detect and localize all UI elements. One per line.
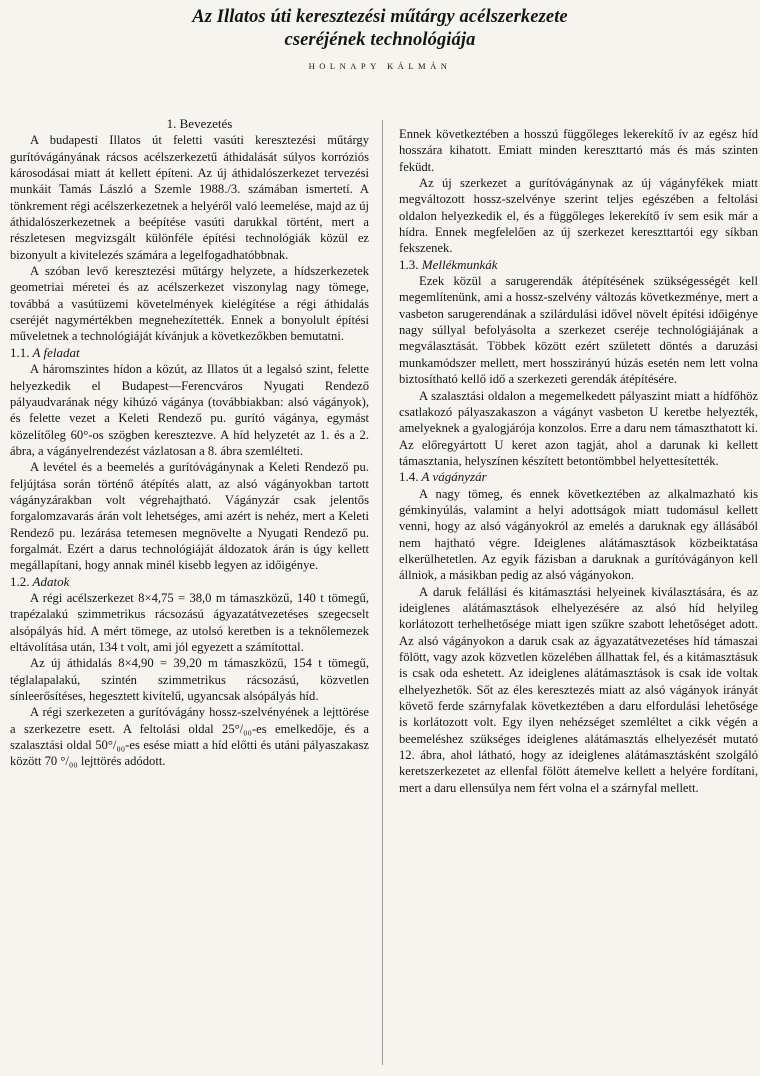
- section-heading-1-2: [10, 574, 369, 590]
- paragraph: Ennek következtében a hosszú függőleges lekerekítő ív az egész híd hosszára kihatott. Emiatt minden kereszttartó más és más szinten feküdt.: [399, 127, 758, 174]
- paragraph: A régi szerkezeten a gurítóvágány hossz-szelvényének a lejttörése a szerkezetre esett. A feltolási oldal 25°/₀₀-es emelkedője, és a szalasztási oldal 50°/₀₀-es esése miatt a híd előtti és utáni pályaszakasz között 70 °/₀₀ lejttörés adódott.: [10, 705, 369, 769]
- article-title: [10, 6, 750, 52]
- paragraph: A háromszintes hídon a közút, az Illatos út a legalsó szint, felette helyezkedik el Budapest—Ferencváros Nyugati Rendező pályaudvarának négy kihúzó vágánya (továbbiakban: alsó vágányok), és felette vezet a Keleti Rendező pu. gurító vágánya, egymást közelítőleg 60°-os szögben keresztezve. A híd helyzetét az 1. és a 2. ábra, a vágányelrendezést vázlatosan a 8. ábra szemlélteti.: [10, 362, 369, 458]
- paragraph: A nagy tömeg, és ennek következtében az alkalmazható kis gémkinyúlás, valamint a helyi adottságok miatt tudomásul kellett venni, hogy az alsó vágányokról az emelés a daruknak egy állásából nem hajtható végre. Ideiglenes alátámasztások közbeiktatása elkerülhetetlen. Az egyik fázisban a daruknak a gurítóvágányon kell állniok, a másikban pedig az alsó vágányokon.: [399, 486, 758, 583]
- paragraph: A levétel és a beemelés a gurítóvágánynak a Keleti Rendező pu. feljújtása során történő átépítés alatt, az alsó vágányokban tartott vágányzárakban volt végrehajtható. Vágányzár csak jelentős forgalomzavarás árán volt lehetséges, ami azért is nehéz, mert a Keleti Rendező pu. lezárása tetemesen megnövelte a Nyugati Rendező pu. forgalmát. Ezért a darus technológiáját áldozatok árán is úgy kellett megállapítani, hogy annak minél kisebb legyen az időigénye.: [10, 460, 369, 573]
- paragraph: Az új szerkezet a gurítóvágánynak az új vágányfékek miatt megváltozott hossz-szelvénye szerint teljes egészében a feltolási oldalon helyezkedik el, és a függőleges lekerekítő ív sem esik már a hídra. Ennek megfelelően az új szerkezet kereszttartói egy síkban fekszenek.: [399, 176, 758, 256]
- right-column: [399, 126, 758, 796]
- section-number: 1.3.: [399, 256, 419, 272]
- paragraph: A régi acélszerkezet 8×4,75 = 38,0 m támaszközű, 140 t tömegű, trapézalakú szimmetrikus rácsozású ágyazatátvezetéses szegecselt alsópályás híd. A mért tömege, az utolsó keretben is a teknőlemezek eltávolítása után, 134 t volt, ami jól egyezett a számítottal.: [10, 590, 369, 654]
- column-divider: [382, 120, 383, 1065]
- section-heading-1: 1. Bevezetés: [166, 116, 233, 131]
- author-name: HOLNAPY KÁLMÁN: [308, 61, 452, 71]
- section-number: 1.4.: [399, 469, 419, 485]
- paragraph: A daruk felállási és kitámasztási helyeinek kiválasztására, és az ideiglenes alátámasztások elhelyezésére az alsó híd helyileg korlátozott terhelhetősége miatt igen szűkre szabott lehetőséget adott. Az alsó vágányokon a daruk csak az ágyazatátvezetéses híd támaszai fölött, vagy azok közvetlen közelében állhattak fel, és a kitámasztásuk is csak oda eshetett. Az ideiglenes alátámasztások is csak ide voltak elhelyezhetők. Sőt az éles keresztezés miatt az alsó vágányok irányát követő ferde szárnyfalak következtében a daru elfordulási lehetősége is korlátozott volt. Egy ilyen nehézséget szemléltet a cikk végén a beemeléshez szükséges ideiglenes alátámasztás elhelyezését mutató 12. ábra, ahol látható, hogy az ideiglenes alátámasztásként szolgáló keretszerkezetet az ellenfal fölött átemelve kellett a helyére fordítani, mert a daru ellensúlya nem fért volna el a szárnyfal mellett.: [399, 584, 758, 795]
- article-body: [10, 116, 758, 1070]
- section-number: 1.1.: [10, 344, 30, 360]
- section-heading-1-4: [399, 469, 758, 485]
- section-title: Adatok: [32, 573, 70, 589]
- section-title: A feladat: [32, 344, 80, 360]
- title-line-1: Az Illatos úti keresztezési műtárgy acélszerkezete: [192, 7, 568, 27]
- paragraph: A szóban levő keresztezési műtárgy helyzete, a hídszerkezetek geometriai méretei és az acélszerkezet viszonylag nagy tömege, továbbá a vasútüzemi követelmények kielégítése a régi áthidalás cseréjét nagymértékben megnehezítették. Ennek a bonyolult építési műveletnek a technológiáját kívánjuk a következőkben bemutatni.: [10, 264, 369, 344]
- section-title: Mellékmunkák: [421, 256, 498, 272]
- left-column: [10, 116, 369, 770]
- section-heading-1-3: [399, 257, 758, 273]
- paragraph: A budapesti Illatos út feletti vasúti keresztezési műtárgy gurítóvágányának rácsos acélszerkezetű áthidalását súlyos korróziós károsodásai miatt át kellett építeni. Az új áthidalószerkezet tervezési munkáit Tamás László a Szemle 1988./3. számában ismertetí. A tönkrement régi acélszerkezetnek a helyéről való leemelése, majd az új áthidalószerkezetnek a beépítése vasúti darukkal történt, mert a részletesen megvizsgált különféle építési technológiák közül ez bizonyult a kivitelezés számára a legelfogadhatóbbnak.: [10, 133, 369, 262]
- paragraph: Ezek közül a sarugerendák átépítésének szükségességét kell megemlítenünk, ami a hossz-szelvény változás következménye, mert a vasbeton sarugerendának a szilárdulási idővel növelt építési időigénye nagy súllyal befolyásolta a szerkezet cseréje technológiájának a megválasztását. Többek között ezért született döntés a daruzási munkamódszer mellett, mert hosszirányú húzás esetén nem lett volna biztosítható kellő idő a szerkezeti gerendák átépítésére.: [399, 274, 758, 387]
- section-title: A vágányzár: [421, 469, 487, 485]
- section-number: 1.2.: [10, 573, 30, 589]
- title-line-2: cseréjének technológiája: [284, 30, 476, 50]
- paragraph: A szalasztási oldalon a megemelkedett pályaszint miatt a hídfőhöz csatlakozó pályaszakaszon a vágányt vasbeton U keretbe helyezték, amelyeknek a gyalogjárója konzolos. Erre a daru nem támaszthatott ki. Az előregyártott U keret azon tagját, ahol a darunak ki kellett támasztania, helyszínen készített betontömbbel helyettesítették.: [399, 388, 758, 468]
- paragraph: Az új áthidalás 8×4,90 = 39,20 m támaszközű, 154 t tömegű, téglalapalakú, szintén szimmetrikus rácsozású, közvetlen sínleerősítéses, hegesztett kivitelű, ugyancsak alsópályás híd.: [10, 656, 369, 704]
- section-heading-1-1: [10, 345, 369, 361]
